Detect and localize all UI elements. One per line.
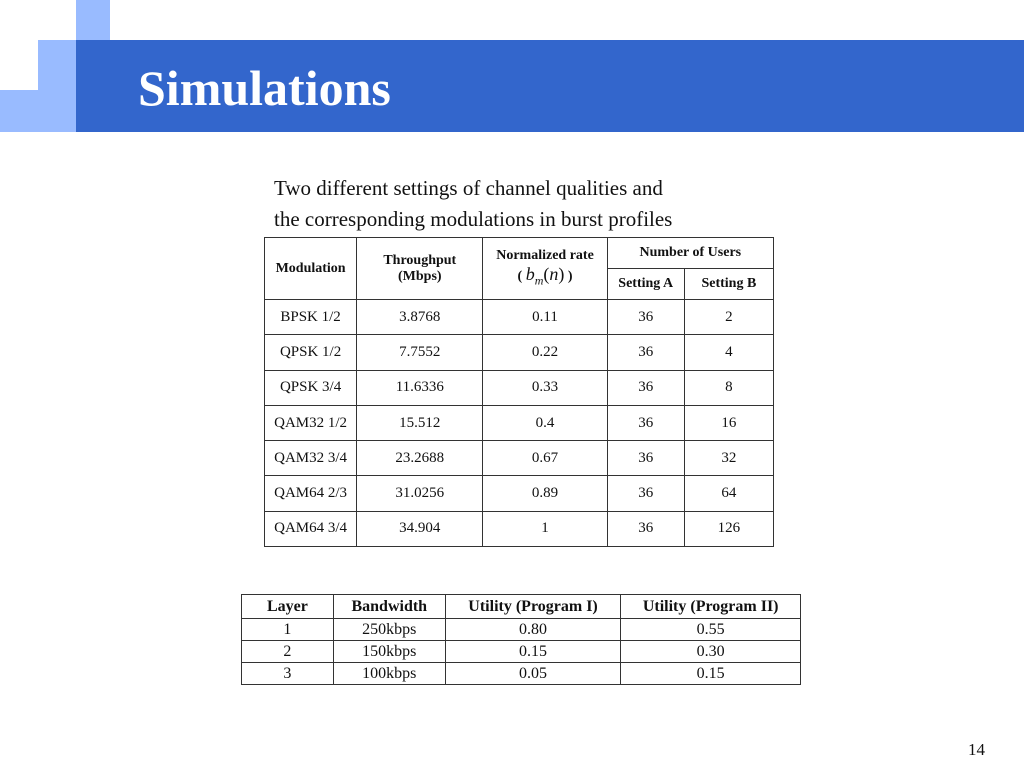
cell-bandwidth: 100kbps [333, 663, 445, 685]
deco-square-left [38, 40, 76, 90]
deco-square-top [76, 0, 110, 40]
cell-setting-a: 36 [607, 335, 684, 370]
cell-layer: 3 [242, 663, 334, 685]
cell-setting-a: 36 [607, 405, 684, 440]
cell-setting-b: 126 [684, 511, 773, 546]
cell-modulation: QAM64 2/3 [265, 476, 357, 511]
cell-setting-a: 36 [607, 441, 684, 476]
cell-setting-b: 8 [684, 370, 773, 405]
table-row [265, 370, 774, 405]
cell-throughput: 23.2688 [357, 441, 483, 476]
cell-setting-b: 16 [684, 405, 773, 440]
table-row [265, 335, 774, 370]
cell-rate: 0.33 [483, 370, 607, 405]
cell-rate: 1 [483, 511, 607, 546]
cell-setting-b: 32 [684, 441, 773, 476]
header-throughput-line2: (Mbps) [398, 268, 442, 284]
table-row [265, 441, 774, 476]
header-utility-program-1: Utility (Program I) [445, 595, 621, 619]
cell-modulation: BPSK 1/2 [265, 300, 357, 335]
caption-line-1: Two different settings of channel qualities and [274, 176, 663, 200]
cell-rate: 0.11 [483, 300, 607, 335]
header-number-of-users: Number of Users [607, 238, 773, 269]
header-throughput-line1: Throughput [383, 252, 457, 268]
cell-rate: 0.4 [483, 405, 607, 440]
cell-setting-a: 36 [607, 300, 684, 335]
cell-utility-2: 0.30 [621, 641, 801, 663]
cell-modulation: QPSK 1/2 [265, 335, 357, 370]
cell-rate: 0.89 [483, 476, 607, 511]
table-row [242, 641, 801, 663]
cell-setting-b: 2 [684, 300, 773, 335]
modulation-table [264, 237, 774, 547]
cell-rate: 0.67 [483, 441, 607, 476]
rate-symbol-base: b [525, 264, 535, 285]
table-row [265, 476, 774, 511]
cell-bandwidth: 250kbps [333, 619, 445, 641]
cell-modulation: QAM32 3/4 [265, 441, 357, 476]
page-number: 14 [968, 740, 985, 759]
cell-throughput: 7.7552 [357, 335, 483, 370]
cell-modulation: QAM64 3/4 [265, 511, 357, 546]
rate-symbol-arg: n [549, 264, 559, 285]
cell-utility-2: 0.15 [621, 663, 801, 685]
table-row [265, 300, 774, 335]
cell-utility-2: 0.55 [621, 619, 801, 641]
cell-throughput: 3.8768 [357, 300, 483, 335]
header-setting-b: Setting B [684, 269, 773, 300]
cell-layer: 2 [242, 641, 334, 663]
cell-modulation: QPSK 3/4 [265, 370, 357, 405]
cell-utility-1: 0.80 [445, 619, 621, 641]
table-row [265, 511, 774, 546]
cell-utility-1: 0.15 [445, 641, 621, 663]
cell-setting-a: 36 [607, 476, 684, 511]
cell-throughput: 15.512 [357, 405, 483, 440]
deco-square-bottom-left [0, 90, 38, 132]
caption-line-2: the corresponding modulations in burst profiles [274, 207, 673, 231]
cell-modulation: QAM32 1/2 [265, 405, 357, 440]
table-row [242, 619, 801, 641]
header-layer: Layer [242, 595, 334, 619]
cell-setting-b: 64 [684, 476, 773, 511]
cell-setting-a: 36 [607, 511, 684, 546]
header-normalized-rate [483, 238, 607, 300]
rate-symbol-sub: m [534, 273, 544, 288]
cell-throughput: 11.6336 [357, 370, 483, 405]
header-normalized-rate-symbol: ( $b_m(n)$ ) [517, 264, 573, 288]
cell-setting-b: 4 [684, 335, 773, 370]
cell-throughput: 34.904 [357, 511, 483, 546]
header-throughput [357, 238, 483, 300]
table-caption [274, 173, 672, 235]
slide-title: Simulations [138, 60, 391, 116]
utility-table [241, 594, 801, 685]
cell-throughput: 31.0256 [357, 476, 483, 511]
header-modulation: Modulation [265, 238, 357, 300]
header-setting-a: Setting A [607, 269, 684, 300]
header-normalized-rate-label: Normalized rate [496, 248, 594, 264]
header-utility-program-2: Utility (Program II) [621, 595, 801, 619]
header-bandwidth: Bandwidth [333, 595, 445, 619]
cell-rate: 0.22 [483, 335, 607, 370]
cell-setting-a: 36 [607, 370, 684, 405]
table-row [265, 405, 774, 440]
cell-bandwidth: 150kbps [333, 641, 445, 663]
table-row [242, 663, 801, 685]
deco-square-bottom [38, 90, 76, 132]
cell-utility-1: 0.05 [445, 663, 621, 685]
cell-layer: 1 [242, 619, 334, 641]
